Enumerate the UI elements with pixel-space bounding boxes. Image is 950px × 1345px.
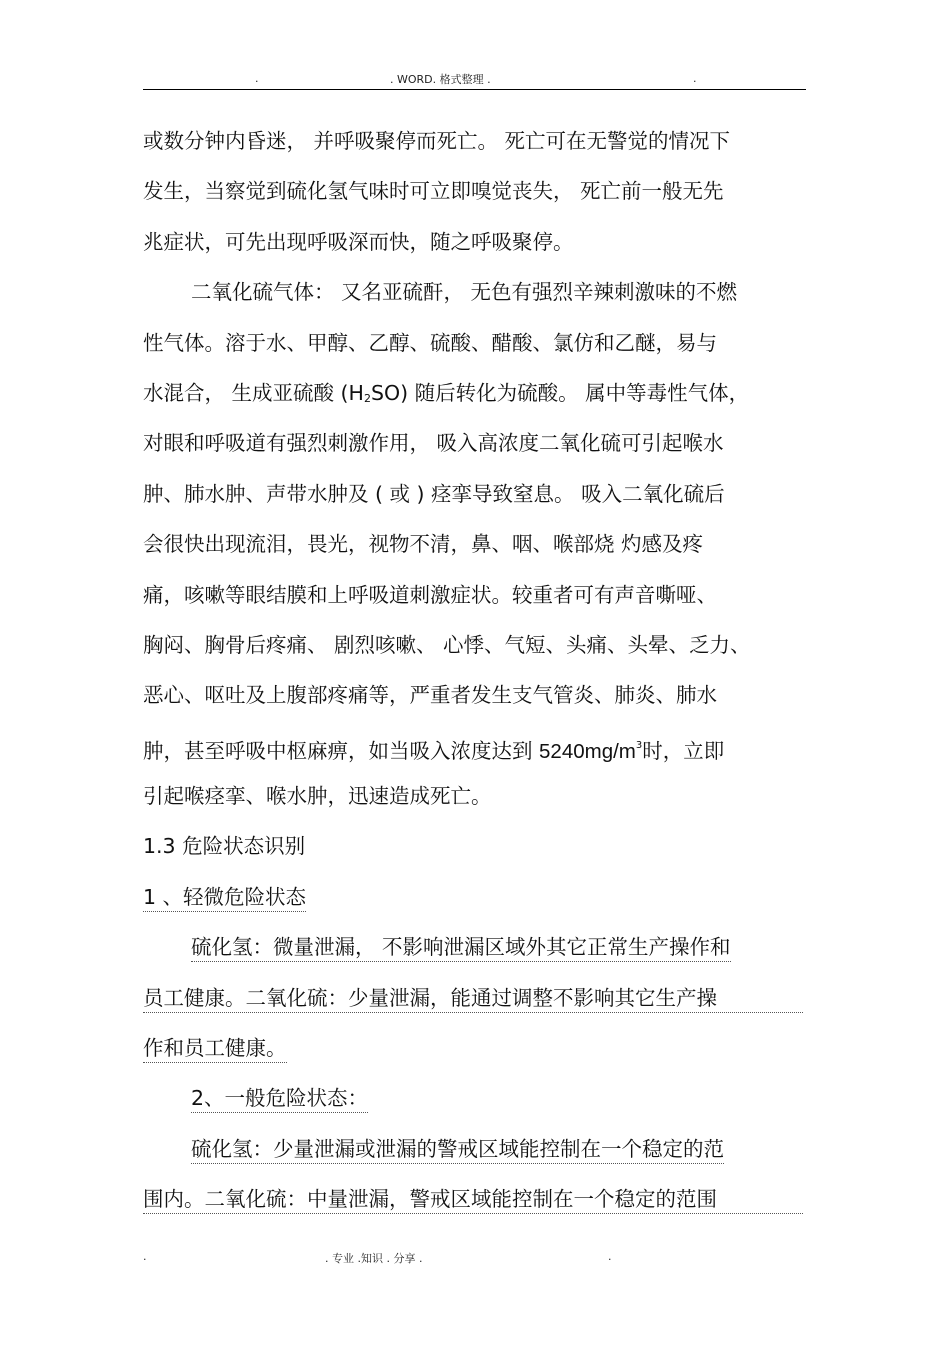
paragraph-line: 会很快出现流泪，畏光，视物不清，鼻、咽、喉部烧 灼感及疼 [143,532,704,557]
header-title: . WORD. 格式整理 . [390,73,491,86]
paragraph-line: 肿、肺水肿、声带水肿及 ( 或 ) 痉挛导致窒息。 吸入二氧化硫后 [143,481,725,506]
level1-heading-text: 1 、轻微危险状态 [143,883,306,912]
text-segment: 肿，甚至呼吸中枢麻痹，如当吸入浓度达到 [143,738,540,763]
paragraph-line: 对眼和呼吸道有强烈刺激作用， 吸入高浓度二氧化硫可引起喉水 [143,431,724,456]
paragraph-line: 性气体。溶于水、甲醇、乙醇、硫酸、醋酸、氯仿和乙醚，易与 [143,330,717,355]
footer-right-mark: . [608,1250,612,1263]
paragraph-line [143,977,803,1027]
text-segment: 时，立即 [642,738,725,763]
level2-heading [143,1077,803,1127]
footer-text: . 专业 .知识 . 分享 . [325,1252,423,1265]
underlined-text: 围内。二氧化硫：中量泄漏，警戒区域能控制在一个稳定的范围 [143,1185,803,1214]
footer-left-mark: . [143,1250,147,1263]
underlined-text: 员工健康。二氧化硫：少量泄漏，能通过调整不影响其它生产操 [143,984,803,1013]
header-right-mark: . [693,72,697,85]
body-text [143,120,803,1229]
paragraph-line [143,1178,803,1228]
concentration-value: 5240mg/m [539,739,636,763]
paragraph-line: 兆症状，可先出现呼吸深而快，随之呼吸聚停。 [143,229,574,254]
section-heading: 1.3 危险状态识别 [143,834,306,859]
text-segment: 水混合， 生成亚硫酸 (H [143,380,364,405]
paragraph-line: 二氧化硫气体： 又名亚硫酐， 无色有强烈辛辣刺激味的不燃 [191,280,738,305]
underlined-text: 作和员工健康。 [143,1034,287,1063]
paragraph-line: 或数分钟内昏迷， 并呼吸聚停而死亡。 死亡可在无警觉的情况下 [143,129,731,153]
paragraph-line [143,1027,803,1077]
paragraph-line: 恶心、呕吐及上腹部疼痛等，严重者发生支气管炎、肺炎、肺水 [143,683,717,708]
paragraph-line: 痛，咳嗽等眼结膜和上呼吸道刺激症状。较重者可有声音嘶哑、 [143,582,717,607]
text-segment: SO [370,380,401,405]
header-rule [143,89,806,90]
paragraph-line: 发生，当察觉到硫化氢气味时可立即嗅觉丧失， 死亡前一般无先 [143,179,724,204]
paragraph-line [143,372,803,422]
paragraph-line [143,725,803,775]
superscript: 3 [635,739,643,751]
subscript: 2 [363,391,371,405]
underlined-text: 硫化氢：少量泄漏或泄漏的警戒区域能控制在一个稳定的范 [191,1135,724,1164]
page-header [143,62,806,90]
level1-heading [143,876,803,926]
level2-heading-text: 2、一般危险状态： [191,1084,368,1113]
paragraph-line [143,926,803,976]
paragraph-line: 引起喉痉挛、喉水肿，迅速造成死亡。 [143,784,492,809]
text-segment: ) 随后转化为硫酸。 属中等毒性气体， [400,380,750,405]
paragraph-line: 胸闷、胸骨后疼痛、 剧烈咳嗽、 心悸、气短、头痛、头晕、乏力、 [143,632,751,657]
paragraph-line [143,1128,803,1178]
underlined-text: 硫化氢：微量泄漏， 不影响泄漏区域外其它正常生产操作和 [191,933,731,962]
header-left-mark: . [255,72,259,85]
